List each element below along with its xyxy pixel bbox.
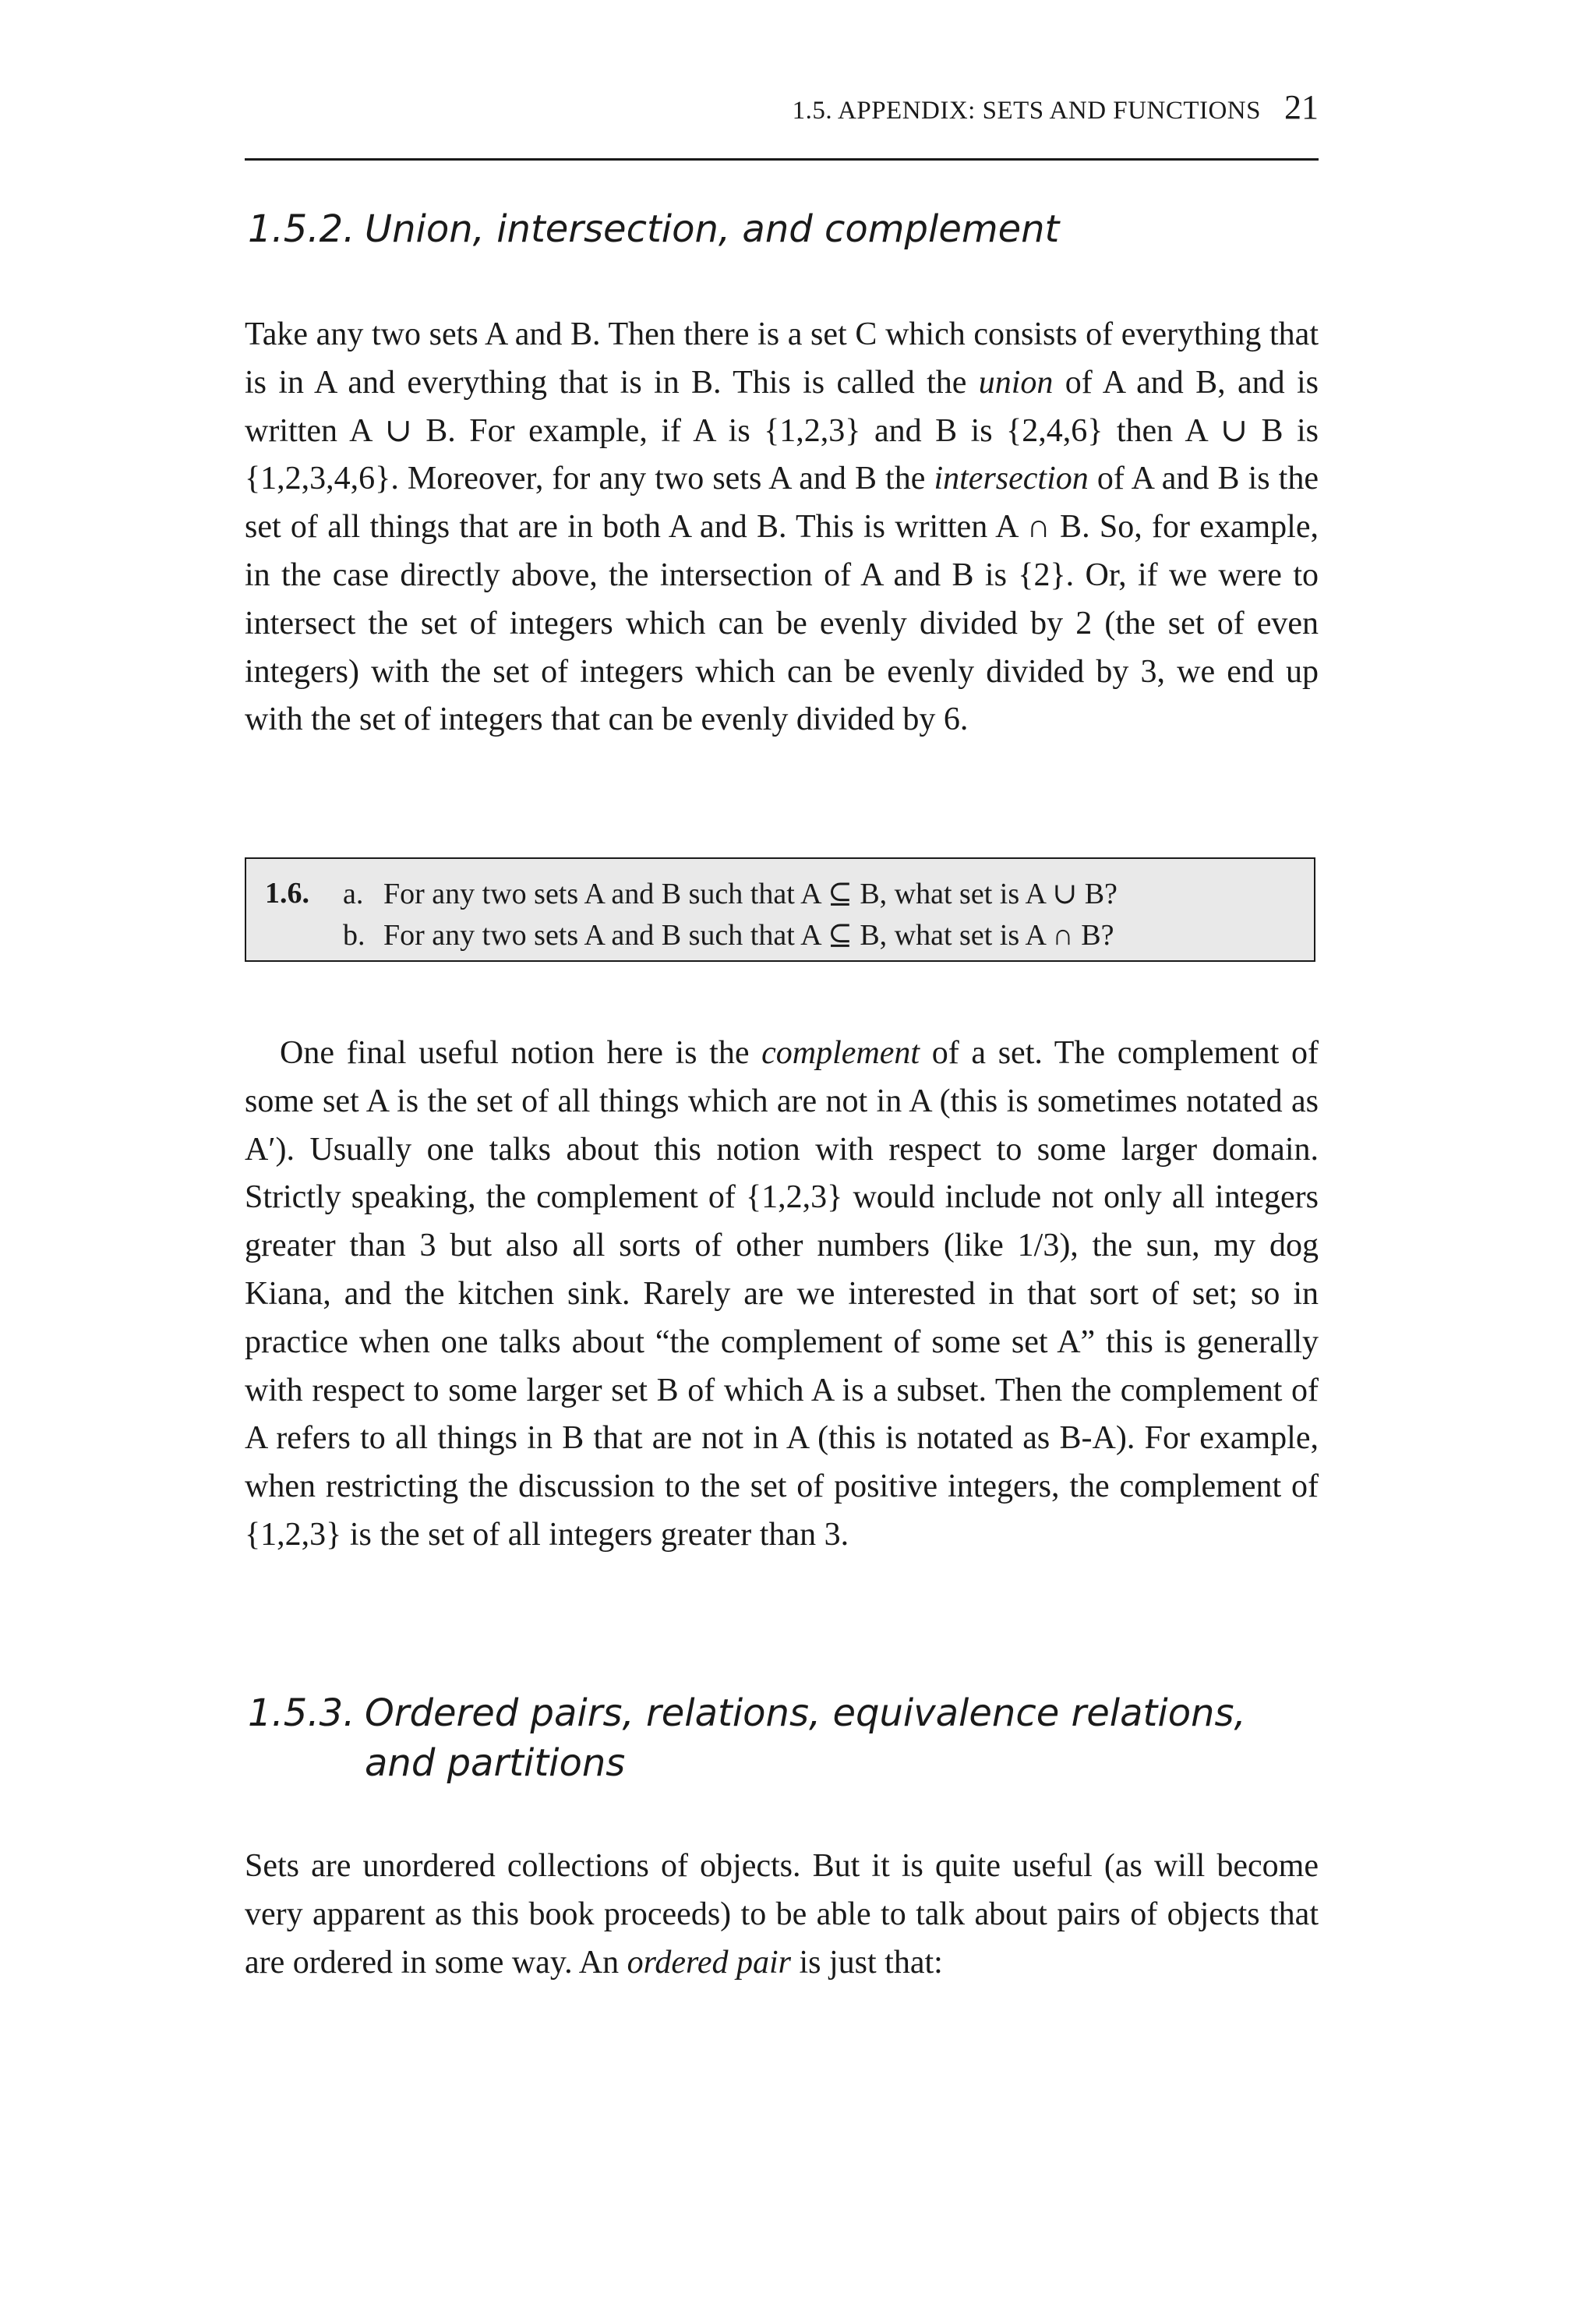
section-title: Union, intersection, and complement (365, 207, 1060, 251)
exercise-item-a (343, 876, 1118, 911)
section-heading-1-5-2 (248, 204, 1059, 254)
term-complement: complement (761, 1035, 920, 1071)
section-heading-1-5-3 (248, 1688, 1246, 1788)
section-title: Ordered pairs, relations, equivalence relations, (365, 1691, 1246, 1735)
exercise-item-b (343, 917, 1114, 952)
term-union: union (978, 364, 1054, 401)
text-segment: of A and B, and is written A ∪ B. For example, if A is {1,2,3} and B is {2,4,6} then A ∪ B is {1,2,3,4,6}. Moreover, for any two sets A and B the (245, 364, 1319, 497)
page-number: 21 (1284, 88, 1319, 126)
exercise-item-text: For any two sets A and B such that A ⊆ B, what set is A ∪ B? (383, 878, 1118, 910)
text-segment: is just that: (790, 1944, 943, 1981)
paragraph-complement (245, 1030, 1319, 1560)
exercise-item-letter: a. (343, 878, 364, 910)
text-segment: of A and B is the set of all things that are in both A and B. This is written A ∩ B. So, for example, in the case directly above, the intersection of A and B is {2}. Or, if we were to intersect the set of integers which can be evenly divided by 2 (the set of even integers) with the set of integers which can be evenly divided by 3, we end up with the set of integers that can be evenly divided by 6. (245, 461, 1319, 738)
exercise-box (245, 857, 1315, 962)
text-segment: Take any two sets A and B. Then there is a set C which consists of everything that is in A and everything that is in B. This is called the (245, 316, 1319, 401)
section-title-line-2: and partitions (365, 1741, 626, 1785)
term-ordered-pair: ordered pair (627, 1944, 791, 1981)
paragraph-ordered-pairs (245, 1843, 1319, 1987)
section-number: 1.5.2. (248, 207, 355, 251)
running-title: 1.5. APPENDIX: SETS AND FUNCTIONS (792, 97, 1261, 125)
section-number: 1.5.3. (248, 1691, 355, 1735)
text-segment: of a set. The complement of some set A is the set of all things which are not in A (this is sometimes notated as A′). Usually one talks about this notion with respect to some larger domain. Strictly speaking, the complement of {1,2,3} would include not only all integers greater than 3 but also all sorts of other numbers (like 1/3), the sun, my dog Kiana, and the kitchen sink. Rarely are we interested in that sort of set; so in practice when one talks about “the complement of some set A” this is generally with respect to some larger set B of which A is a subset. Then the complement of A refers to all things in B that are not in A (this is notated as B-A). For example, when restricting the discussion to the set of positive integers, the complement of {1,2,3} is the set of all integers greater than 3. (245, 1035, 1319, 1553)
exercise-item-letter: b. (343, 919, 365, 952)
paragraph-union-intersection (245, 311, 1319, 744)
exercise-item-text: For any two sets A and B such that A ⊆ B, what set is A ∩ B? (383, 919, 1114, 952)
text-segment: Sets are unordered collections of objects. But it is quite useful (as will become very apparent as this book proceeds) to be able to talk about pairs of objects that are ordered in some way. An (245, 1848, 1319, 1981)
header-rule (245, 158, 1319, 161)
text-segment: One final useful notion here is the (280, 1035, 762, 1071)
running-head (793, 87, 1319, 127)
exercise-number: 1.6. (265, 877, 309, 910)
term-intersection: intersection (934, 461, 1089, 497)
